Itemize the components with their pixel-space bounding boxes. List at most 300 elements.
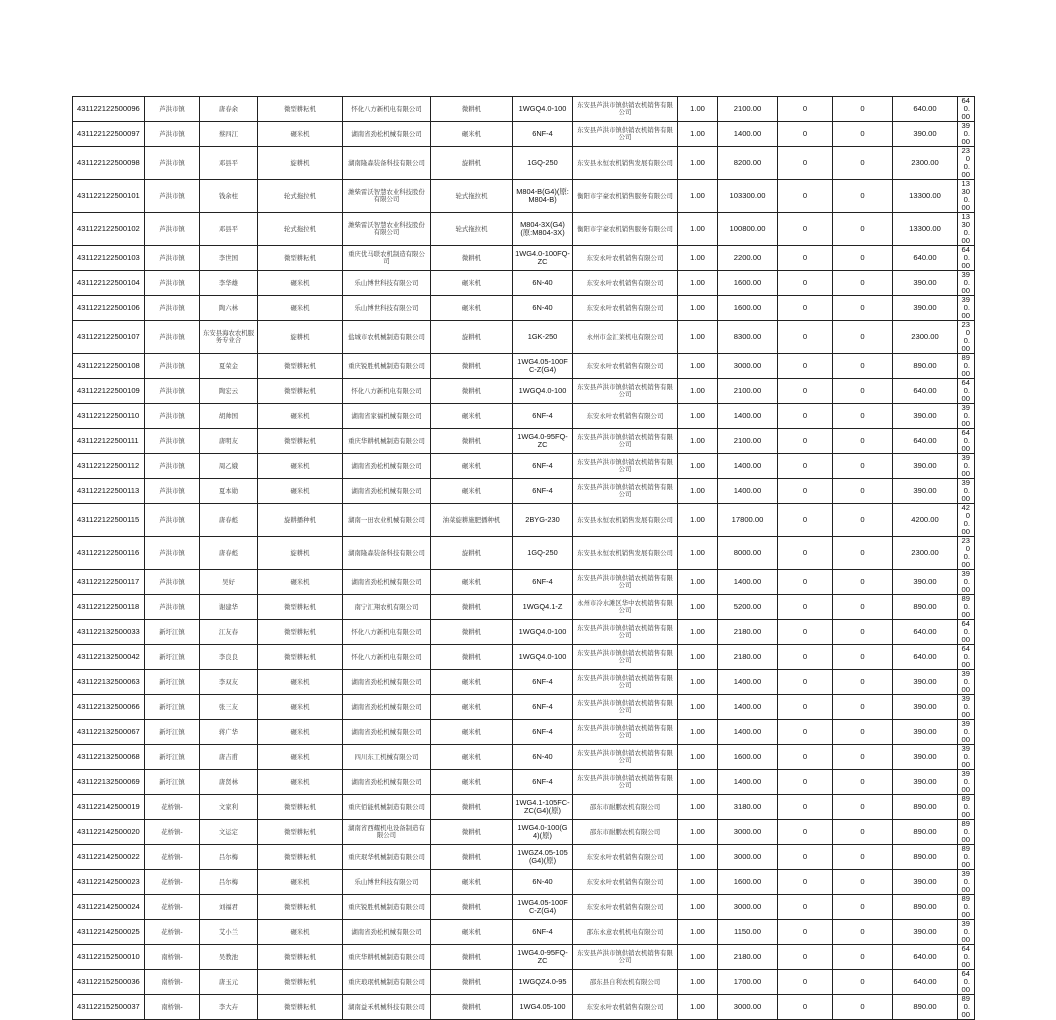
township-cell: 花桥镇- (145, 845, 200, 870)
township-cell: 芦洪市镇 (145, 180, 200, 213)
table-row (73, 620, 975, 645)
machine-category-cell: 微型耕耘机 (258, 354, 343, 379)
id-cell: 431122122500103 (73, 246, 145, 271)
table-row (73, 995, 975, 1020)
central-subsidy-cell: 0 (778, 271, 833, 296)
price-cell: 1600.00 (718, 745, 778, 770)
central-subsidy-cell: 0 (778, 537, 833, 570)
machine-category-cell: 碾米机 (258, 720, 343, 745)
province-subsidy-cell: 0 (833, 537, 893, 570)
quantity-cell: 1.00 (678, 537, 718, 570)
id-cell: 431122122500110 (73, 404, 145, 429)
product-name-cell: 微耕机 (431, 645, 513, 670)
product-name-cell: 微耕机 (431, 354, 513, 379)
manufacturer-cell: 湖南省劲松机械有限公司 (343, 770, 431, 795)
table-row (73, 147, 975, 180)
price-cell: 2180.00 (718, 620, 778, 645)
quantity-cell: 1.00 (678, 795, 718, 820)
quantity-cell: 1.00 (678, 504, 718, 537)
township-cell: 芦洪市镇 (145, 147, 200, 180)
total-subsidy-cell: 890.00 (958, 595, 975, 620)
dealer-cell: 衡阳市宇豪农机销售服务有限公司 (573, 180, 678, 213)
price-cell: 5200.00 (718, 595, 778, 620)
id-cell: 431122122500113 (73, 479, 145, 504)
manufacturer-cell: 怀化八方新机电有限公司 (343, 97, 431, 122)
model-cell: M804-3X(G4)(原:M804-3X) (513, 213, 573, 246)
table-row (73, 213, 975, 246)
id-cell: 431122152500036 (73, 970, 145, 995)
central-subsidy-cell: 0 (778, 504, 833, 537)
model-cell: 6NF-4 (513, 670, 573, 695)
quantity-cell: 1.00 (678, 147, 718, 180)
subsidy-cell: 390.00 (893, 454, 958, 479)
machine-category-cell: 碾米机 (258, 920, 343, 945)
machine-category-cell: 轮式拖拉机 (258, 180, 343, 213)
township-cell: 芦洪市镇 (145, 246, 200, 271)
name-cell: 张三友 (200, 695, 258, 720)
central-subsidy-cell: 0 (778, 620, 833, 645)
table-row (73, 920, 975, 945)
province-subsidy-cell: 0 (833, 570, 893, 595)
table-row (73, 271, 975, 296)
quantity-cell: 1.00 (678, 745, 718, 770)
id-cell: 431122122500111 (73, 429, 145, 454)
quantity-cell: 1.00 (678, 695, 718, 720)
quantity-cell: 1.00 (678, 670, 718, 695)
price-cell: 1400.00 (718, 770, 778, 795)
name-cell: 吕尔梅 (200, 845, 258, 870)
id-cell: 431122142500022 (73, 845, 145, 870)
price-cell: 2180.00 (718, 945, 778, 970)
id-cell: 431122122500101 (73, 180, 145, 213)
province-subsidy-cell: 0 (833, 970, 893, 995)
product-name-cell: 油菜旋耕施肥播种机 (431, 504, 513, 537)
product-name-cell: 碾米机 (431, 720, 513, 745)
central-subsidy-cell: 0 (778, 429, 833, 454)
product-name-cell: 微耕机 (431, 429, 513, 454)
price-cell: 3000.00 (718, 354, 778, 379)
quantity-cell: 1.00 (678, 97, 718, 122)
price-cell: 1600.00 (718, 271, 778, 296)
township-cell: 芦洪市镇 (145, 570, 200, 595)
manufacturer-cell: 重庆华耕机械制造有限公司 (343, 429, 431, 454)
total-subsidy-cell: 640.00 (958, 970, 975, 995)
model-cell: 1GQ-250 (513, 537, 573, 570)
township-cell: 新圩江镇 (145, 770, 200, 795)
central-subsidy-cell: 0 (778, 670, 833, 695)
name-cell: 李良良 (200, 645, 258, 670)
dealer-cell: 东安永叶农机销售有限公司 (573, 845, 678, 870)
subsidy-cell: 390.00 (893, 479, 958, 504)
table-row (73, 504, 975, 537)
name-cell: 唐玉元 (200, 970, 258, 995)
central-subsidy-cell: 0 (778, 454, 833, 479)
central-subsidy-cell: 0 (778, 795, 833, 820)
machine-category-cell: 微型耕耘机 (258, 645, 343, 670)
subsidy-cell: 640.00 (893, 645, 958, 670)
subsidy-cell: 640.00 (893, 379, 958, 404)
price-cell: 3180.00 (718, 795, 778, 820)
subsidy-cell: 640.00 (893, 429, 958, 454)
province-subsidy-cell: 0 (833, 645, 893, 670)
machine-category-cell: 微型耕耘机 (258, 845, 343, 870)
id-cell: 431122152500010 (73, 945, 145, 970)
model-cell: M804-B(G4)(原:M804-B) (513, 180, 573, 213)
price-cell: 1700.00 (718, 970, 778, 995)
township-cell: 花桥镇- (145, 795, 200, 820)
machine-category-cell: 微型耕耘机 (258, 97, 343, 122)
central-subsidy-cell: 0 (778, 296, 833, 321)
id-cell: 431122122500096 (73, 97, 145, 122)
name-cell: 夏荣金 (200, 354, 258, 379)
id-cell: 431122122500098 (73, 147, 145, 180)
id-cell: 431122122500117 (73, 570, 145, 595)
id-cell: 431122122500108 (73, 354, 145, 379)
central-subsidy-cell: 0 (778, 645, 833, 670)
province-subsidy-cell: 0 (833, 820, 893, 845)
machine-category-cell: 微型耕耘机 (258, 970, 343, 995)
province-subsidy-cell: 0 (833, 620, 893, 645)
dealer-cell: 东安县永恒农机销售发展有限公司 (573, 147, 678, 180)
table-row (73, 97, 975, 122)
province-subsidy-cell: 0 (833, 271, 893, 296)
manufacturer-cell: 四川东工机械有限公司 (343, 745, 431, 770)
price-cell: 3000.00 (718, 845, 778, 870)
machine-category-cell: 微型耕耘机 (258, 895, 343, 920)
price-cell: 8300.00 (718, 321, 778, 354)
product-name-cell: 微耕机 (431, 97, 513, 122)
price-cell: 2100.00 (718, 379, 778, 404)
central-subsidy-cell: 0 (778, 920, 833, 945)
name-cell: 吴好 (200, 570, 258, 595)
product-name-cell: 碾米机 (431, 271, 513, 296)
township-cell: 芦洪市镇 (145, 429, 200, 454)
id-cell: 431122132500068 (73, 745, 145, 770)
quantity-cell: 1.00 (678, 271, 718, 296)
model-cell: 1WGZ4.05-105(G4)(原) (513, 845, 573, 870)
province-subsidy-cell: 0 (833, 404, 893, 429)
price-cell: 1400.00 (718, 479, 778, 504)
dealer-cell: 东安县芦洪市镇供销农机销售有限公司 (573, 454, 678, 479)
table-row (73, 246, 975, 271)
township-cell: 芦洪市镇 (145, 213, 200, 246)
id-cell: 431122142500020 (73, 820, 145, 845)
manufacturer-cell: 湖南省家福机械有限公司 (343, 404, 431, 429)
central-subsidy-cell: 0 (778, 321, 833, 354)
township-cell: 芦洪市镇 (145, 479, 200, 504)
township-cell: 花桥镇- (145, 820, 200, 845)
quantity-cell: 1.00 (678, 213, 718, 246)
dealer-cell: 东安永叶农机销售有限公司 (573, 296, 678, 321)
table-row (73, 321, 975, 354)
township-cell: 芦洪市镇 (145, 595, 200, 620)
table-body (73, 97, 975, 1020)
model-cell: 1WGQ4.0-100 (513, 620, 573, 645)
quantity-cell: 1.00 (678, 454, 718, 479)
township-cell: 新圩江镇 (145, 620, 200, 645)
id-cell: 431122142500024 (73, 895, 145, 920)
id-cell: 431122122500102 (73, 213, 145, 246)
subsidy-cell: 4200.00 (893, 504, 958, 537)
total-subsidy-cell: 890.00 (958, 895, 975, 920)
quantity-cell: 1.00 (678, 321, 718, 354)
quantity-cell: 1.00 (678, 870, 718, 895)
township-cell: 南桥镇- (145, 970, 200, 995)
table-row (73, 645, 975, 670)
central-subsidy-cell: 0 (778, 570, 833, 595)
name-cell: 邓县平 (200, 213, 258, 246)
central-subsidy-cell: 0 (778, 970, 833, 995)
name-cell: 蔡四江 (200, 122, 258, 147)
price-cell: 1600.00 (718, 296, 778, 321)
dealer-cell: 东安县芦洪市镇供销农机销售有限公司 (573, 670, 678, 695)
manufacturer-cell: 湖南省劲松机械有限公司 (343, 570, 431, 595)
dealer-cell: 东安县芦洪市镇供销农机销售有限公司 (573, 945, 678, 970)
subsidy-cell: 2300.00 (893, 537, 958, 570)
township-cell: 芦洪市镇 (145, 122, 200, 147)
central-subsidy-cell: 0 (778, 870, 833, 895)
quantity-cell: 1.00 (678, 354, 718, 379)
manufacturer-cell: 湖南省劲松机械有限公司 (343, 454, 431, 479)
subsidy-table (72, 96, 975, 1020)
price-cell: 2180.00 (718, 645, 778, 670)
province-subsidy-cell: 0 (833, 479, 893, 504)
price-cell: 3000.00 (718, 995, 778, 1020)
dealer-cell: 东安县芦洪市镇供销农机销售有限公司 (573, 645, 678, 670)
model-cell: 1WGQ4.0-100 (513, 645, 573, 670)
model-cell: 6NF-4 (513, 454, 573, 479)
price-cell: 1150.00 (718, 920, 778, 945)
id-cell: 431122122500109 (73, 379, 145, 404)
product-name-cell: 微耕机 (431, 379, 513, 404)
manufacturer-cell: 湖南益禾机械科技有限公司 (343, 995, 431, 1020)
product-name-cell: 微耕机 (431, 895, 513, 920)
price-cell: 1600.00 (718, 870, 778, 895)
dealer-cell: 东安县芦洪市镇供销农机销售有限公司 (573, 122, 678, 147)
total-subsidy-cell: 640.00 (958, 620, 975, 645)
id-cell: 431122122500112 (73, 454, 145, 479)
subsidy-cell: 890.00 (893, 795, 958, 820)
id-cell: 431122152500037 (73, 995, 145, 1020)
province-subsidy-cell: 0 (833, 379, 893, 404)
subsidy-cell: 890.00 (893, 820, 958, 845)
manufacturer-cell: 盐城市农机械制造有限公司 (343, 321, 431, 354)
product-name-cell: 碾米机 (431, 670, 513, 695)
central-subsidy-cell: 0 (778, 820, 833, 845)
price-cell: 1400.00 (718, 454, 778, 479)
name-cell: 李华雄 (200, 271, 258, 296)
province-subsidy-cell: 0 (833, 720, 893, 745)
model-cell: 2BYG-230 (513, 504, 573, 537)
township-cell: 芦洪市镇 (145, 379, 200, 404)
dealer-cell: 东安永叶农机销售有限公司 (573, 246, 678, 271)
central-subsidy-cell: 0 (778, 720, 833, 745)
central-subsidy-cell: 0 (778, 595, 833, 620)
township-cell: 芦洪市镇 (145, 404, 200, 429)
subsidy-cell: 890.00 (893, 845, 958, 870)
dealer-cell: 东安县芦洪市镇供销农机销售有限公司 (573, 570, 678, 595)
machine-category-cell: 旋耕机 (258, 321, 343, 354)
name-cell: 刘福君 (200, 895, 258, 920)
name-cell: 吴教池 (200, 945, 258, 970)
manufacturer-cell: 重庆锐胜机械制造有限公司 (343, 354, 431, 379)
price-cell: 103300.00 (718, 180, 778, 213)
name-cell: 陶宏云 (200, 379, 258, 404)
subsidy-cell: 390.00 (893, 745, 958, 770)
name-cell: 唐春彪 (200, 537, 258, 570)
dealer-cell: 东安县芦洪市镇供销农机销售有限公司 (573, 770, 678, 795)
dealer-cell: 东安永叶农机销售有限公司 (573, 995, 678, 1020)
township-cell: 南桥镇- (145, 945, 200, 970)
table-row (73, 454, 975, 479)
quantity-cell: 1.00 (678, 404, 718, 429)
total-subsidy-cell: 390.00 (958, 770, 975, 795)
total-subsidy-cell: 390.00 (958, 296, 975, 321)
machine-category-cell: 碾米机 (258, 122, 343, 147)
price-cell: 1400.00 (718, 404, 778, 429)
dealer-cell: 东安县芦洪市镇供销农机销售有限公司 (573, 695, 678, 720)
id-cell: 431122132500063 (73, 670, 145, 695)
dealer-cell: 东安县芦洪市镇供销农机销售有限公司 (573, 720, 678, 745)
dealer-cell: 东安县芦洪市镇供销农机销售有限公司 (573, 97, 678, 122)
total-subsidy-cell: 4200.00 (958, 504, 975, 537)
township-cell: 芦洪市镇 (145, 271, 200, 296)
province-subsidy-cell: 0 (833, 180, 893, 213)
machine-category-cell: 微型耕耘机 (258, 379, 343, 404)
dealer-cell: 邵东市耐鹏农机有限公司 (573, 820, 678, 845)
subsidy-cell: 390.00 (893, 570, 958, 595)
subsidy-cell: 390.00 (893, 770, 958, 795)
province-subsidy-cell: 0 (833, 97, 893, 122)
id-cell: 431122122500115 (73, 504, 145, 537)
central-subsidy-cell: 0 (778, 770, 833, 795)
machine-category-cell: 碾米机 (258, 870, 343, 895)
manufacturer-cell: 湖南省劲松机械有限公司 (343, 670, 431, 695)
model-cell: 1WG4.0-100(G4)(原) (513, 820, 573, 845)
machine-category-cell: 旋耕播种机 (258, 504, 343, 537)
product-name-cell: 碾米机 (431, 296, 513, 321)
machine-category-cell: 微型耕耘机 (258, 429, 343, 454)
price-cell: 2100.00 (718, 429, 778, 454)
product-name-cell: 碾米机 (431, 920, 513, 945)
province-subsidy-cell: 0 (833, 870, 893, 895)
id-cell: 431122142500023 (73, 870, 145, 895)
central-subsidy-cell: 0 (778, 122, 833, 147)
township-cell: 花桥镇- (145, 870, 200, 895)
total-subsidy-cell: 640.00 (958, 645, 975, 670)
dealer-cell: 东安县芦洪市镇供销农机销售有限公司 (573, 620, 678, 645)
machine-category-cell: 微型耕耘机 (258, 995, 343, 1020)
manufacturer-cell: 湖南省劲松机械有限公司 (343, 695, 431, 720)
dealer-cell: 东安永叶农机销售有限公司 (573, 354, 678, 379)
name-cell: 文运定 (200, 820, 258, 845)
manufacturer-cell: 湖南省劲松机械有限公司 (343, 920, 431, 945)
product-name-cell: 微耕机 (431, 995, 513, 1020)
dealer-cell: 东安永叶农机销售有限公司 (573, 895, 678, 920)
subsidy-cell: 2300.00 (893, 147, 958, 180)
township-cell: 花桥镇- (145, 895, 200, 920)
subsidy-cell: 390.00 (893, 695, 958, 720)
province-subsidy-cell: 0 (833, 595, 893, 620)
table-row (73, 429, 975, 454)
model-cell: 1WG4.05-100FC-Z(G4) (513, 354, 573, 379)
name-cell: 东安县海农农机服务专业合 (200, 321, 258, 354)
table-row (73, 970, 975, 995)
dealer-cell: 东安县芦洪市镇供销农机销售有限公司 (573, 745, 678, 770)
machine-category-cell: 碾米机 (258, 296, 343, 321)
total-subsidy-cell: 890.00 (958, 820, 975, 845)
total-subsidy-cell: 390.00 (958, 570, 975, 595)
manufacturer-cell: 湖南省西耀机电设备制造有限公司 (343, 820, 431, 845)
model-cell: 6NF-4 (513, 720, 573, 745)
model-cell: 6NF-4 (513, 570, 573, 595)
product-name-cell: 碾米机 (431, 404, 513, 429)
central-subsidy-cell: 0 (778, 246, 833, 271)
quantity-cell: 1.00 (678, 429, 718, 454)
table-row (73, 945, 975, 970)
manufacturer-cell: 南宁汇翔农机有限公司 (343, 595, 431, 620)
name-cell: 吕尔梅 (200, 870, 258, 895)
total-subsidy-cell: 390.00 (958, 404, 975, 429)
model-cell: 1GQ-250 (513, 147, 573, 180)
dealer-cell: 东安永叶农机销售有限公司 (573, 404, 678, 429)
central-subsidy-cell: 0 (778, 213, 833, 246)
product-name-cell: 微耕机 (431, 620, 513, 645)
quantity-cell: 1.00 (678, 479, 718, 504)
price-cell: 2200.00 (718, 246, 778, 271)
name-cell: 艾小兰 (200, 920, 258, 945)
province-subsidy-cell: 0 (833, 770, 893, 795)
dealer-cell: 东安县芦洪市镇供销农机销售有限公司 (573, 379, 678, 404)
manufacturer-cell: 重庆华耕机械制造有限公司 (343, 945, 431, 970)
table-row (73, 404, 975, 429)
machine-category-cell: 碾米机 (258, 454, 343, 479)
model-cell: 1WG4.0-95FQ-ZC (513, 945, 573, 970)
id-cell: 431122132500066 (73, 695, 145, 720)
machine-category-cell: 碾米机 (258, 770, 343, 795)
central-subsidy-cell: 0 (778, 404, 833, 429)
province-subsidy-cell: 0 (833, 296, 893, 321)
model-cell: 1WG4.1-105FC-ZC(G4)(原) (513, 795, 573, 820)
province-subsidy-cell: 0 (833, 429, 893, 454)
machine-category-cell: 微型耕耘机 (258, 246, 343, 271)
manufacturer-cell: 重庆佰能机械制造有限公司 (343, 795, 431, 820)
manufacturer-cell: 湖南省劲松机械有限公司 (343, 720, 431, 745)
machine-category-cell: 微型耕耘机 (258, 620, 343, 645)
product-name-cell: 微耕机 (431, 945, 513, 970)
price-cell: 1400.00 (718, 695, 778, 720)
model-cell: 6NF-4 (513, 695, 573, 720)
model-cell: 1WG4.05-100FC-Z(G4) (513, 895, 573, 920)
township-cell: 新圩江镇 (145, 745, 200, 770)
machine-category-cell: 碾米机 (258, 271, 343, 296)
price-cell: 17800.00 (718, 504, 778, 537)
model-cell: 1WGQ4.0-100 (513, 97, 573, 122)
dealer-cell: 东安县永恒农机销售发展有限公司 (573, 537, 678, 570)
subsidy-cell: 390.00 (893, 404, 958, 429)
total-subsidy-cell: 2300.00 (958, 147, 975, 180)
model-cell: 1WGQ4.0-100 (513, 379, 573, 404)
machine-category-cell: 碾米机 (258, 695, 343, 720)
price-cell: 8000.00 (718, 537, 778, 570)
machine-category-cell: 碾米机 (258, 745, 343, 770)
total-subsidy-cell: 2300.00 (958, 537, 975, 570)
central-subsidy-cell: 0 (778, 895, 833, 920)
product-name-cell: 碾米机 (431, 745, 513, 770)
subsidy-cell: 640.00 (893, 246, 958, 271)
township-cell: 新圩江镇 (145, 670, 200, 695)
province-subsidy-cell: 0 (833, 454, 893, 479)
